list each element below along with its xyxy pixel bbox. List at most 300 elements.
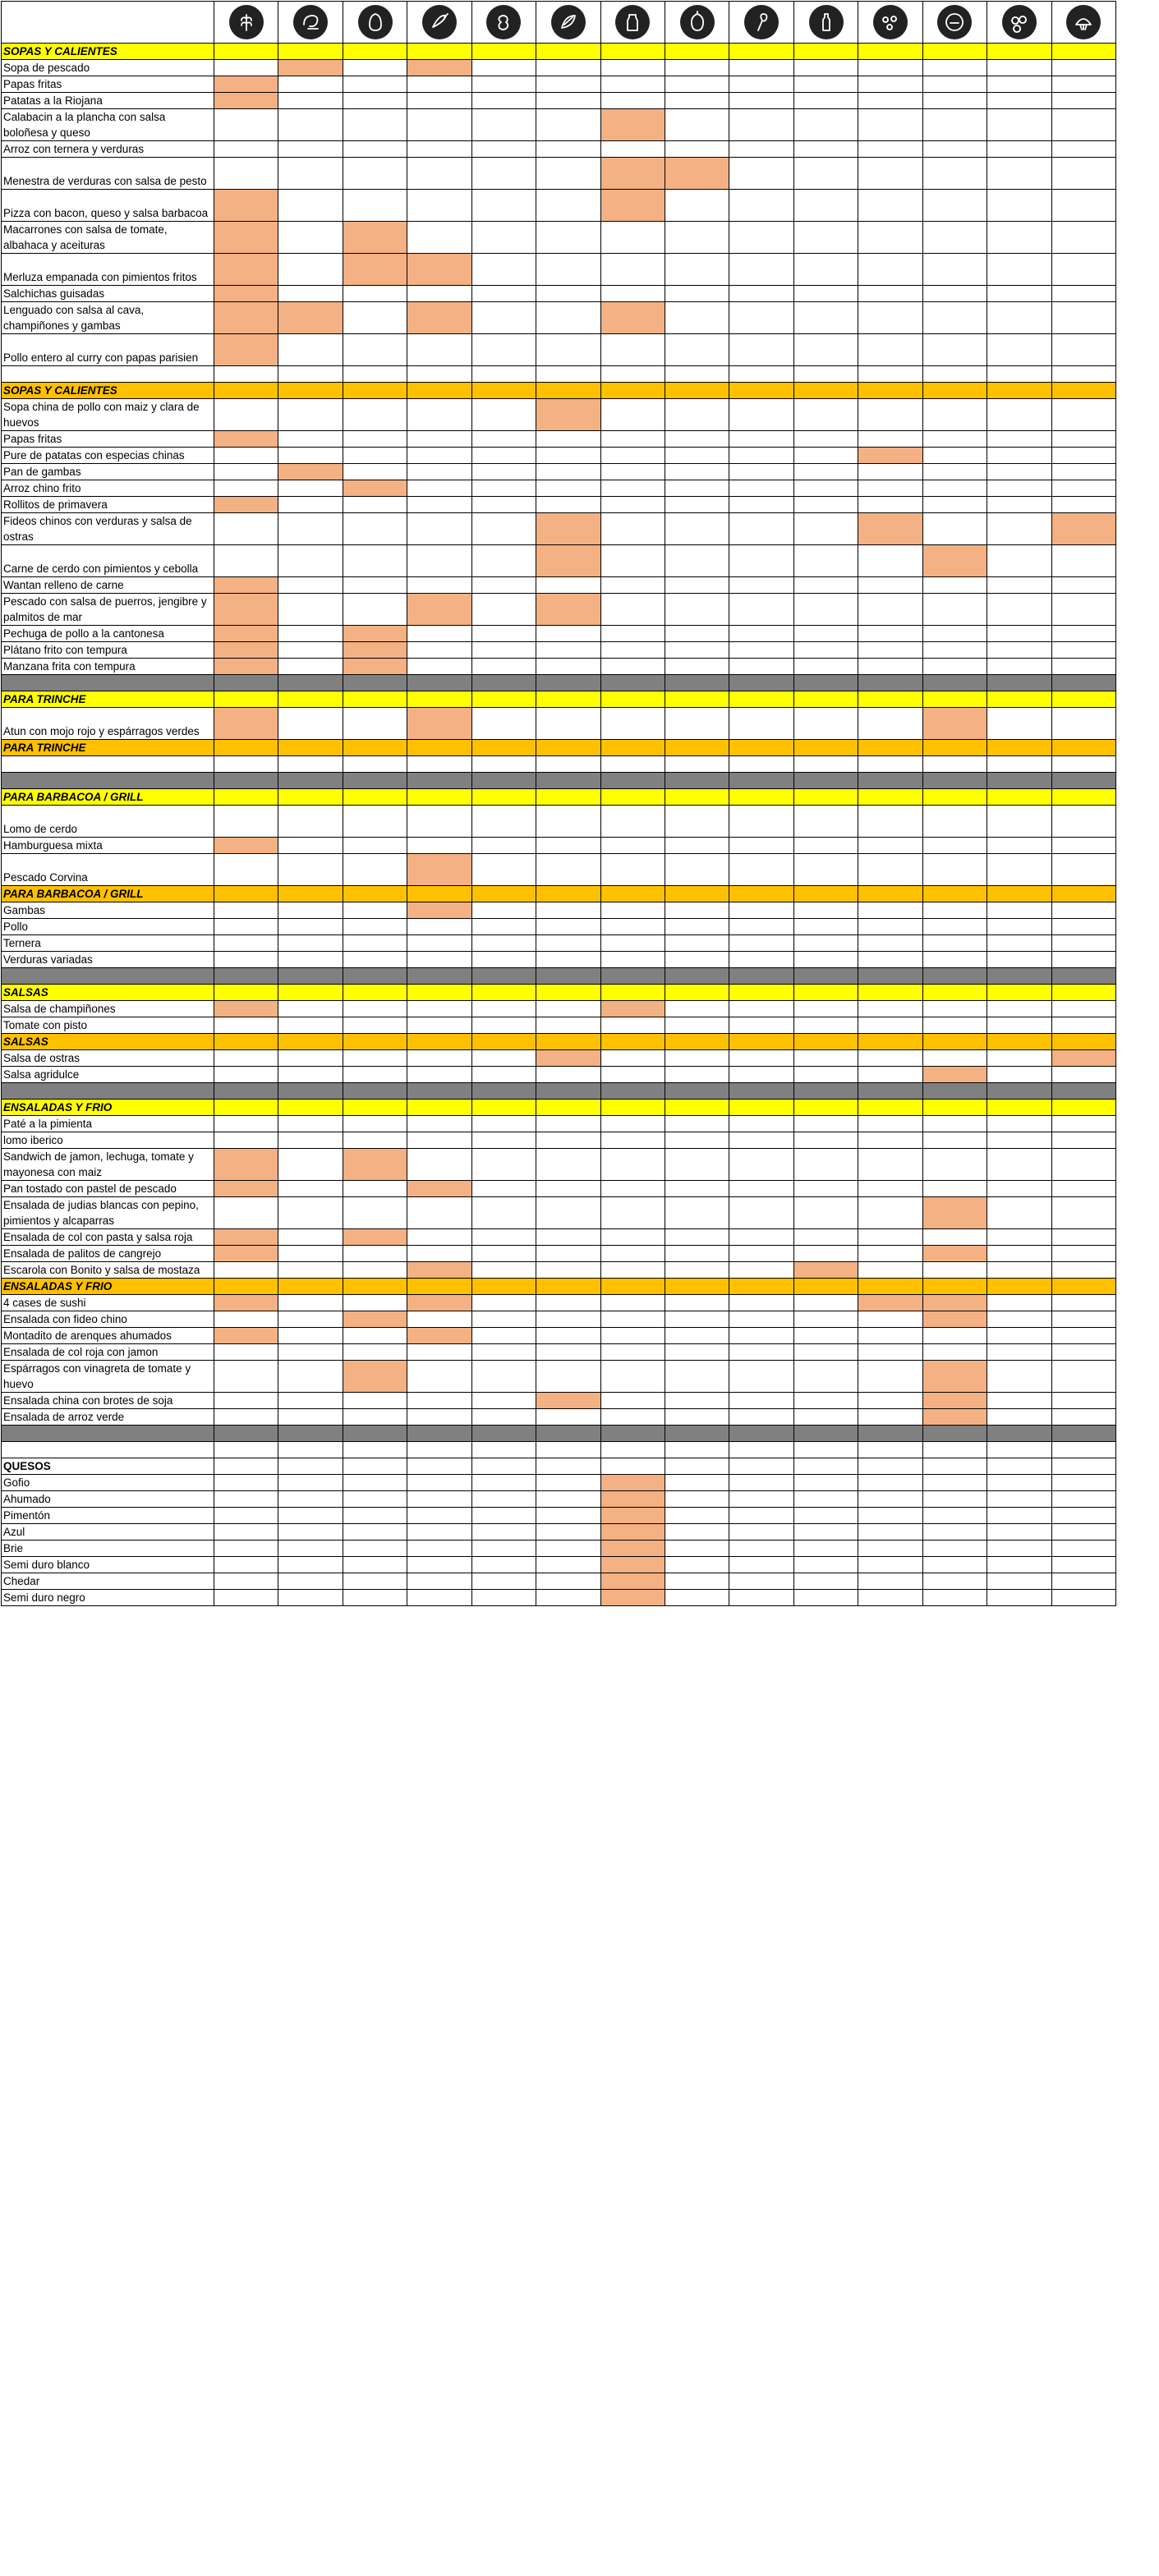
allergen-cell (600, 1149, 665, 1181)
dish-name: Wantan relleno de carne (2, 577, 214, 594)
allergen-marked-cell (278, 464, 343, 480)
allergen-cell (536, 1067, 600, 1083)
allergen-cell (407, 44, 471, 60)
allergen-cell (793, 756, 858, 773)
allergen-cell (858, 1149, 922, 1181)
allergen-cell (471, 1149, 536, 1181)
allergen-cell (1051, 1541, 1116, 1557)
allergen-cell (665, 1149, 729, 1181)
allergen-cell (793, 1067, 858, 1083)
allergen-cell (536, 1344, 600, 1361)
allergen-cell (793, 626, 858, 642)
allergen-cell (858, 919, 922, 935)
allergen-cell (536, 691, 600, 708)
allergen-cell (407, 1067, 471, 1083)
allergen-cell (665, 545, 729, 577)
allergen-cell (858, 366, 922, 383)
allergen-cell (1051, 286, 1116, 302)
allergen-cell (793, 1229, 858, 1246)
allergen-cell (987, 985, 1051, 1001)
allergen-cell (600, 1311, 665, 1328)
allergen-cell (729, 254, 793, 286)
allergen-cell (214, 1311, 278, 1328)
allergen-cell (471, 158, 536, 190)
allergen-cell (214, 1132, 278, 1149)
allergen-marked-cell (214, 1181, 278, 1197)
allergen-cell (987, 1491, 1051, 1508)
dish-row (2, 60, 1116, 76)
allergen-cell (729, 383, 793, 399)
allergen-cell (858, 109, 922, 141)
allergen-cell (471, 773, 536, 789)
allergen-cell (600, 1279, 665, 1295)
dish-name: Sopa china de pollo con maiz y clara de huevos (2, 399, 214, 431)
allergen-cell (922, 1229, 987, 1246)
allergen-cell (471, 659, 536, 675)
allergen-cell (471, 448, 536, 464)
dish-name: Ensalada de col con pasta y salsa roja (2, 1229, 214, 1246)
allergen-cell (407, 740, 471, 756)
allergen-cell (343, 886, 407, 902)
allergen-marked-cell (343, 642, 407, 659)
allergen-cell (858, 626, 922, 642)
allergen-cell (665, 886, 729, 902)
allergen-cell (729, 1344, 793, 1361)
allergen-cell (471, 60, 536, 76)
allergen-cell (729, 773, 793, 789)
allergen-cell (471, 1442, 536, 1458)
allergen-cell (343, 789, 407, 806)
allergen-cell (471, 1262, 536, 1279)
separator-row (2, 675, 1116, 691)
allergen-cell (987, 1311, 1051, 1328)
allergen-cell (1051, 497, 1116, 513)
allergen-cell (922, 1116, 987, 1132)
allergen-cell (471, 1132, 536, 1149)
allergen-cell (1051, 76, 1116, 93)
allergen-cell (214, 1573, 278, 1590)
allergen-cell (987, 594, 1051, 626)
allergen-header-cell (536, 2, 600, 44)
allergen-cell (922, 854, 987, 886)
allergen-cell (600, 1100, 665, 1116)
allergen-cell (407, 1132, 471, 1149)
allergen-cell (278, 902, 343, 919)
allergen-cell (1051, 1442, 1116, 1458)
dish-row (2, 286, 1116, 302)
section-title: SALSAS (2, 1034, 214, 1050)
allergen-cell (665, 1590, 729, 1606)
allergen-cell (858, 1050, 922, 1067)
allergen-cell (407, 1491, 471, 1508)
allergen-cell (343, 1262, 407, 1279)
allergen-cell (278, 1181, 343, 1197)
allergen-cell (922, 886, 987, 902)
dish-name: Escarola con Bonito y salsa de mostaza (2, 1262, 214, 1279)
dish-row (2, 854, 1116, 886)
allergen-cell (407, 659, 471, 675)
allergen-cell (665, 708, 729, 740)
allergen-cell (536, 448, 600, 464)
allergen-cell (729, 1541, 793, 1557)
allergen-cell (922, 659, 987, 675)
allergen-cell (278, 1311, 343, 1328)
allergen-cell (858, 464, 922, 480)
allergen-cell (1051, 1524, 1116, 1541)
allergen-cell (471, 431, 536, 448)
allergen-cell (278, 577, 343, 594)
allergen-marked-cell (343, 1361, 407, 1393)
allergen-cell (922, 1328, 987, 1344)
allergen-cell (793, 1132, 858, 1149)
allergen-cell (600, 968, 665, 985)
allergen-cell (729, 854, 793, 886)
allergen-cell (922, 1034, 987, 1050)
allergen-cell (214, 1393, 278, 1409)
allergen-cell (729, 497, 793, 513)
allergen-cell (407, 383, 471, 399)
allergen-marked-cell (214, 93, 278, 109)
allergen-cell (600, 383, 665, 399)
allergen-cell (987, 190, 1051, 222)
allergen-cell (665, 691, 729, 708)
allergen-cell (665, 1491, 729, 1508)
allergen-cell (665, 594, 729, 626)
allergen-cell (793, 513, 858, 545)
allergen-cell (471, 952, 536, 968)
allergen-cell (665, 141, 729, 158)
allergen-cell (407, 626, 471, 642)
allergen-cell (536, 44, 600, 60)
allergen-cell (600, 1295, 665, 1311)
allergen-cell (471, 1279, 536, 1295)
allergen-cell (407, 222, 471, 254)
allergen-marked-cell (278, 302, 343, 334)
allergen-cell (278, 44, 343, 60)
allergen-cell (1051, 1067, 1116, 1083)
allergen-cell (858, 1573, 922, 1590)
allergen-marked-cell (858, 448, 922, 464)
allergen-cell (407, 952, 471, 968)
allergen-cell (793, 1590, 858, 1606)
allergen-cell (600, 659, 665, 675)
allergen-cell (536, 1246, 600, 1262)
allergen-cell (536, 789, 600, 806)
allergen-cell (343, 1393, 407, 1409)
allergen-marked-cell (214, 708, 278, 740)
dish-row (2, 1475, 1116, 1491)
allergen-cell (343, 1181, 407, 1197)
allergen-cell (536, 854, 600, 886)
allergen-cell (987, 480, 1051, 497)
allergen-cell (1051, 1475, 1116, 1491)
allergen-cell (858, 1229, 922, 1246)
allergen-cell (922, 1426, 987, 1442)
allergen-cell (407, 1361, 471, 1393)
section-header-row (2, 1034, 1116, 1050)
allergen-cell (407, 838, 471, 854)
allergen-cell (665, 806, 729, 838)
dish-name: Montadito de arenques ahumados (2, 1328, 214, 1344)
allergen-cell (987, 44, 1051, 60)
allergen-cell (858, 1524, 922, 1541)
allergen-cell (407, 1458, 471, 1475)
allergen-cell (471, 545, 536, 577)
allergen-cell (407, 1149, 471, 1181)
allergen-cell (987, 935, 1051, 952)
allergen-cell (600, 1229, 665, 1246)
allergen-cell (600, 626, 665, 642)
dish-name: 4 cases de sushi (2, 1295, 214, 1311)
allergen-cell (793, 448, 858, 464)
allergen-cell (471, 1295, 536, 1311)
allergen-cell (987, 1246, 1051, 1262)
allergen-cell (278, 480, 343, 497)
allergen-cell (793, 93, 858, 109)
allergen-cell (665, 1508, 729, 1524)
allergen-cell (1051, 773, 1116, 789)
allergen-cell (922, 756, 987, 773)
allergen-cell (278, 1197, 343, 1229)
allergen-cell (987, 1100, 1051, 1116)
allergen-cell (922, 691, 987, 708)
allergen-cell (600, 740, 665, 756)
allergen-cell (214, 806, 278, 838)
allergen-marked-cell (214, 838, 278, 854)
allergen-marked-cell (407, 1262, 471, 1279)
allergen-marked-cell (407, 254, 471, 286)
allergen-cell (278, 1541, 343, 1557)
allergen-marked-cell (214, 254, 278, 286)
allergen-cell (729, 1229, 793, 1246)
allergen-cell (729, 789, 793, 806)
allergen-cell (600, 773, 665, 789)
allergen-cell (536, 902, 600, 919)
allergen-cell (1051, 1491, 1116, 1508)
allergen-cell (987, 1017, 1051, 1034)
allergen-cell (600, 1393, 665, 1409)
allergen-cell (1051, 1017, 1116, 1034)
allergen-marked-cell (214, 659, 278, 675)
allergen-cell (343, 383, 407, 399)
allergen-cell (729, 1116, 793, 1132)
allergen-cell (1051, 594, 1116, 626)
allergen-cell (858, 254, 922, 286)
allergen-cell (987, 1149, 1051, 1181)
allergen-cell (407, 1050, 471, 1067)
allergen-cell (1051, 642, 1116, 659)
allergen-cell (343, 756, 407, 773)
allergen-cell (987, 141, 1051, 158)
allergen-cell (600, 1067, 665, 1083)
allergen-cell (793, 1001, 858, 1017)
allergen-cell (407, 985, 471, 1001)
allergen-cell (665, 968, 729, 985)
allergen-cell (343, 1557, 407, 1573)
allergen-cell (600, 60, 665, 76)
dish-row (2, 1590, 1116, 1606)
lupin-icon (1002, 5, 1037, 39)
allergen-cell (665, 1229, 729, 1246)
allergen-cell (1051, 691, 1116, 708)
allergen-cell (987, 302, 1051, 334)
dish-row (2, 513, 1116, 545)
empty-cell (2, 968, 214, 985)
allergen-cell (536, 254, 600, 286)
allergen-cell (343, 935, 407, 952)
allergen-header-cell (278, 2, 343, 44)
allergen-grid (1, 1, 1116, 1606)
allergen-cell (987, 448, 1051, 464)
allergen-cell (278, 1475, 343, 1491)
dish-row (2, 109, 1116, 141)
allergen-cell (407, 789, 471, 806)
allergen-cell (600, 1197, 665, 1229)
dish-row (2, 1458, 1116, 1475)
allergen-cell (858, 1590, 922, 1606)
allergen-cell (278, 1458, 343, 1475)
allergen-cell (278, 886, 343, 902)
allergen-cell (987, 464, 1051, 480)
allergen-cell (793, 334, 858, 366)
allergen-cell (729, 1458, 793, 1475)
allergen-cell (987, 1361, 1051, 1393)
allergen-cell (665, 366, 729, 383)
allergen-cell (536, 968, 600, 985)
allergen-cell (471, 497, 536, 513)
allergen-cell (1051, 1573, 1116, 1590)
allergen-cell (922, 740, 987, 756)
allergen-cell (407, 1246, 471, 1262)
dish-row (2, 158, 1116, 190)
allergen-cell (793, 158, 858, 190)
allergen-cell (665, 1328, 729, 1344)
allergen-cell (793, 1328, 858, 1344)
allergen-cell (471, 854, 536, 886)
allergen-marked-cell (922, 1361, 987, 1393)
allergen-cell (600, 708, 665, 740)
dish-name: Sopa de pescado (2, 60, 214, 76)
allergen-cell (600, 431, 665, 448)
allergen-cell (471, 1116, 536, 1132)
allergen-cell (922, 1100, 987, 1116)
allergen-cell (922, 1083, 987, 1100)
allergen-cell (471, 1344, 536, 1361)
allergen-cell (214, 789, 278, 806)
allergen-marked-cell (922, 1197, 987, 1229)
allergen-cell (600, 919, 665, 935)
allergen-cell (858, 968, 922, 985)
allergen-cell (987, 1458, 1051, 1475)
allergen-cell (407, 1034, 471, 1050)
allergen-cell (214, 1409, 278, 1426)
allergen-cell (858, 1541, 922, 1557)
allergen-cell (278, 691, 343, 708)
allergen-cell (1051, 222, 1116, 254)
allergen-marked-cell (665, 158, 729, 190)
dish-row (2, 1508, 1116, 1524)
allergen-cell (1051, 838, 1116, 854)
allergen-cell (536, 1426, 600, 1442)
dish-name: Gofio (2, 1475, 214, 1491)
allergen-cell (600, 756, 665, 773)
allergen-cell (278, 935, 343, 952)
allergen-cell (1051, 1181, 1116, 1197)
allergen-cell (665, 1557, 729, 1573)
allergen-cell (665, 902, 729, 919)
allergen-cell (793, 545, 858, 577)
section-title: ENSALADAS Y FRIO (2, 1279, 214, 1295)
allergen-cell (343, 1017, 407, 1034)
allergen-cell (665, 190, 729, 222)
allergen-cell (214, 1034, 278, 1050)
allergen-cell (922, 302, 987, 334)
allergen-cell (278, 838, 343, 854)
allergen-cell (536, 141, 600, 158)
allergen-cell (922, 902, 987, 919)
allergen-cell (214, 1279, 278, 1295)
allergen-cell (729, 1246, 793, 1262)
allergen-cell (858, 756, 922, 773)
allergen-marked-cell (407, 854, 471, 886)
allergen-cell (665, 740, 729, 756)
empty-cell (2, 1426, 214, 1442)
blank-row (2, 366, 1116, 383)
allergen-cell (665, 935, 729, 952)
allergen-cell (407, 109, 471, 141)
allergen-cell (1051, 383, 1116, 399)
allergen-cell (214, 399, 278, 431)
allergen-cell (665, 93, 729, 109)
section-header-row (2, 1279, 1116, 1295)
allergen-cell (536, 1409, 600, 1426)
allergen-cell (343, 691, 407, 708)
allergen-cell (278, 190, 343, 222)
crustaceans-icon (293, 5, 328, 39)
allergen-cell (1051, 1361, 1116, 1393)
allergen-cell (729, 158, 793, 190)
allergen-cell (665, 286, 729, 302)
allergen-cell (214, 1557, 278, 1573)
allergen-cell (987, 334, 1051, 366)
allergen-cell (665, 756, 729, 773)
allergen-cell (471, 756, 536, 773)
allergen-cell (987, 1116, 1051, 1132)
allergen-cell (536, 1001, 600, 1017)
header-blank-cell (2, 2, 214, 44)
allergen-cell (600, 1262, 665, 1279)
soy-icon (551, 5, 586, 39)
allergen-cell (343, 513, 407, 545)
allergen-cell (1051, 1311, 1116, 1328)
allergen-cell (471, 1034, 536, 1050)
dish-row (2, 919, 1116, 935)
allergen-cell (471, 366, 536, 383)
allergen-cell (407, 1442, 471, 1458)
blank-row (2, 756, 1116, 773)
allergen-cell (407, 1311, 471, 1328)
allergen-cell (214, 60, 278, 76)
allergen-marked-cell (922, 708, 987, 740)
allergen-cell (922, 1458, 987, 1475)
allergen-cell (214, 545, 278, 577)
allergen-cell (343, 708, 407, 740)
allergen-cell (600, 366, 665, 383)
allergen-cell (922, 1017, 987, 1034)
dish-name: Fideos chinos con verduras y salsa de ostras (2, 513, 214, 545)
allergen-header-cell (407, 2, 471, 44)
allergen-cell (793, 1295, 858, 1311)
